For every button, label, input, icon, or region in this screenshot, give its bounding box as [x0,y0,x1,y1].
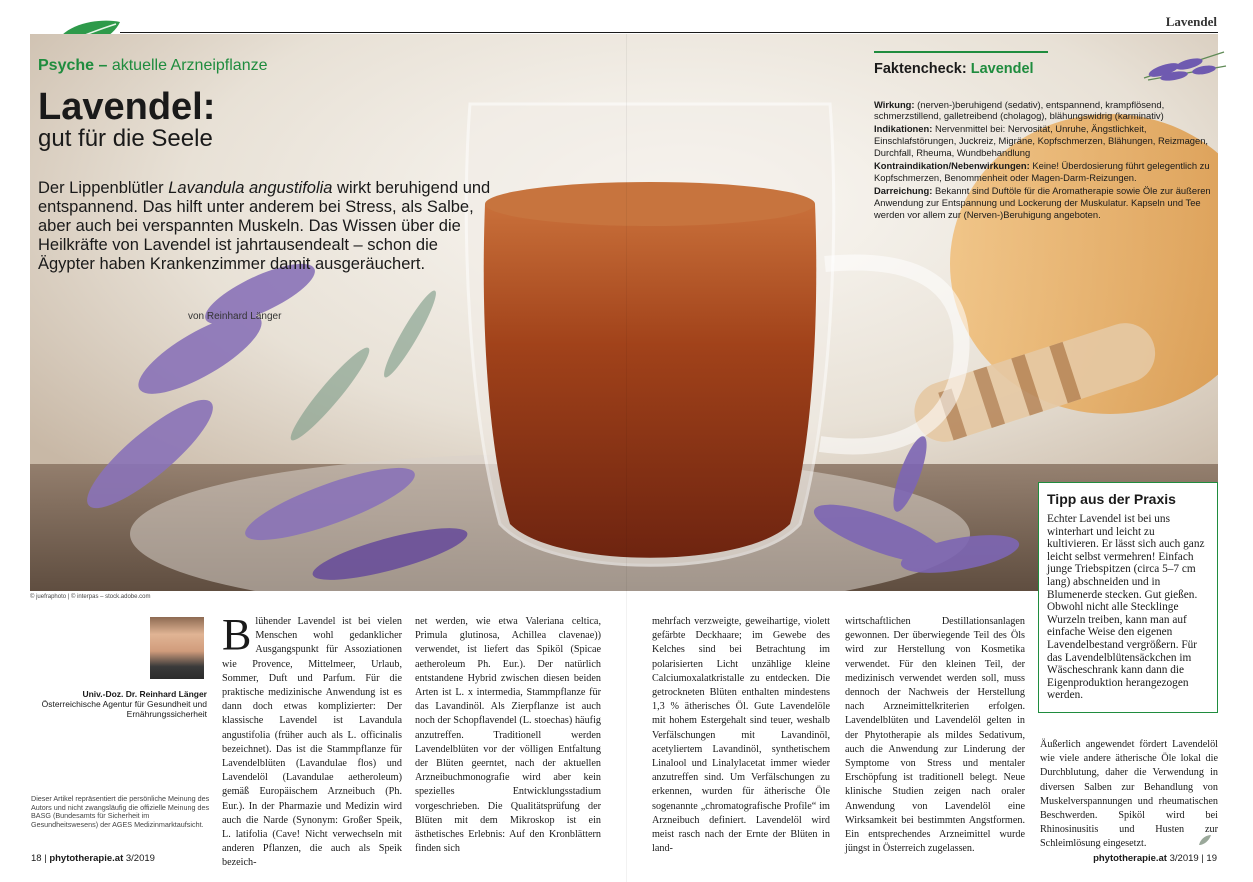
factcheck-item: Indikationen: Nervenmittel bei: Nervosität, Unruhe, Ängstlichkeit, Einschlafstörungen, Juckreiz, Migräne, Kopfschmerzen, Blähungen, Reizmagen, Durchfall, Rheuma, Wundbehandlung [874,123,1209,159]
lavender-sprig-icon [1134,40,1230,84]
photo-credit: © juefraphoto | © interpas – stock.adobe.com [30,594,151,600]
tip-box [1038,482,1218,713]
kicker: Psyche – aktuelle Arzneipflanze [38,57,268,74]
factcheck-rule [874,51,1048,53]
article-subtitle: gut für die Seele [38,125,213,152]
lead-paragraph: Der Lippenblütler Lavandula angustifolia wirkt beruhigend und entspannend. Das hilft unter anderem bei Stress, als Salbe, aber auch bei verspannten Muskeln. Das Wissen über die Heilkräfte von Lavendel ist jahrtausendealt – schon die Ägypter haben Krankenzimmer damit ausgeräuchert. [38,179,491,273]
factcheck-item: Kontraindikation/Nebenwirkungen: Keine! Überdosierung führt gelegentlich zu Kopfschmerzen, Benommenheit oder Magen-Darm-Reizungen. [874,160,1210,183]
page-gutter [626,34,627,882]
footer-right: phytotherapie.at 3/2019 | 19 [1093,853,1217,864]
byline: von Reinhard Länger [188,311,282,322]
body-column-1: Blühender Lavendel ist bei vielen Menschen wohl gedanklicher Ausgangspunkt für Assoziationen wie Provence, Mittelmeer, Urlaub, Sommer, Duft und Parfum. Für die praktische medizinische Anwendung ist es dann doch etwas komplizierter: Der klassische Lavendel ist Lavandula angustifolia (früher auch als L. officinalis bezeichnet). Das ist die Stammpflanze für Lavendelblüten (Lavandulae flos) und Lavendelöl (Lavandulae aetheroleum) gemäß Europäischem Arzneibuch (Ph. Eur.). In der Pharmazie und Medizin wird auch die Narde (Synonym: Großer Speik, L. latifolia (Cave! Nicht verwechseln mit anderen Pflanzen, die auch als Speik bezeich- [222,610,402,869]
header-rule [120,32,1218,33]
article-title: Lavendel: [38,86,216,128]
tip-text: Echter Lavendel ist bei uns winterhart und leicht zu kultivieren. Er lässt sich auch ganz leicht selbst vermehren! Einfach junge Triebspitzen (circa 5–7 cm lang) abschneiden und in Blumenerde stecken. Gut gießen. Obwohl nicht alle Stecklinge Wurzeln treiben, kann man auf einfache Weise den eigenen Lavendelbestand vergrößern. Für das Lavendelblütensäckchen im Wäscheschrank kann dann die Eigenproduktion herangezogen werden. [1047,513,1205,702]
footer-left: 18 | phytotherapie.at 3/2019 [31,853,155,864]
body-column-4: wirtschaftlichen Destillationsanlagen gewonnen. Der überwiegende Teil des Öls wird zur Herstellung von Kosmetika verwendet. Für den kleinen Teil, der medizinisch verwendet werden soll, muss dennoch der Nachweis der Herstellung nach Arzneimittelkriterien erfolgen. Lavendelblüten und Lavendelöl gelten in der Phytotherapie als mildes Sedativum, auch die Anwendung zur Linderung der Symptome von Stress und mentaler Erschöpfung ist traditionell belegt. Neue klinische Studien zeigen nach oraler Anwendung von Lavendelöl eine Wirksamkeit bei bestimmten Angstformen. Ein entsprechendes Arzneimittel wurde jüngst in Österreich zugelassen. [845,616,1025,855]
body-column-2: net werden, wie etwa Valeriana celtica, Primula glutinosa, Achillea clavenae)) verwendet, ist liefert das Spiköl (Spicae aetheroleum Ph. Eur.). Der natürlich entstandene Hybrid zwischen diesen beiden Arten ist L. x intermedia, Stammpflanze für das Lavandinöl. Als Zierpflanze ist auch noch der Schopflavendel (L. stoechas) häufig anzutreffen. Traditionell werden Lavendelblüten vor der völligen Entfaltung der Blüten geerntet, nach der aktuellen Arzneibuchmonografie wird aber kein spezielles Entwicklungsstadium vorgeschrieben. Die Qualitätsprüfung der Blüten mit dem Mikroskop ist ein ästhetisches Erlebnis: Auf den Kronblättern finden sich [415,616,601,855]
author-name: Univ.-Doz. Dr. Reinhard Länger [82,689,207,699]
section-label: Lavendel [1165,14,1217,29]
body-column-5: Äußerlich angewendet fördert Lavendelöl wie viele andere ätherische Öle lokal die Durchblutung, daher die Verwendung in diversen Salben zur Behandlung von Muskelverspannungen und rheumatischen Beschwerden. Spiköl wird bei Rhinosinusitis und Husten zur Schleimlösung eingesetzt. [1040,739,1218,850]
dropcap: B [222,610,252,659]
factcheck-item: Wirkung: (nerven-)beruhigend (sedativ), entspannend, krampflösend, schmerzstillend, galletreibend (cholagog), blähungswidrig (karminativ) [874,98,1165,122]
author-photo [150,617,204,679]
tip-title: Tipp aus der Praxis [1047,491,1176,507]
body-column-3: mehrfach verzweigte, geweihartige, violett gefärbte Deckhaare; im Gewebe des Kelches sind bei Betrachtung im polarisierten Licht unzählige kleine Calciumoxalatkristalle zu entdecken. Die getrockneten Blüten enthalten mindestens 1,3 % ätherisches Öl. Gute Lavendelöle mit hohem Estergehalt sind teuer, weshalb Verfälschungen mit Lavandinöl, acetyliertem Lavandinöl, synthetischem Linalool und Linalylacetat immer wieder anzutreffen sind. Um Verfälschungen zu erkennen, wurden für ätherische Öle sogenannte „chromatografische Profile“ im Arzneibuch definiert. Lavendelöl wird meist rasch nach der Ernte der Blüten in land- [652,616,830,855]
factcheck-item: Darreichung: Bekannt sind Duftöle für die Aromatherapie sowie Öle zur äußeren Anwendung zur Entspannung und Lockerung der Muskulatur. Kapseln und Tee werden vor allem zur (Nerven-)Beruhigung angeboten. [874,184,1211,220]
corner-leaf-icon [1198,834,1212,846]
disclaimer: Dieser Artikel repräsentiert die persönliche Meinung des Autors und nicht zwangsläufig die offizielle Meinung des BASG (Bundesamts für Sicherheit im Gesundheitswesens) der AGES Medizinmarktaufsicht. [31,794,210,829]
author-affiliation: Österreichische Agentur für Gesundheit und Ernährungssicherheit [41,699,207,719]
factcheck-title: Faktencheck: Lavendel [874,60,1034,77]
author-info [7,689,207,719]
